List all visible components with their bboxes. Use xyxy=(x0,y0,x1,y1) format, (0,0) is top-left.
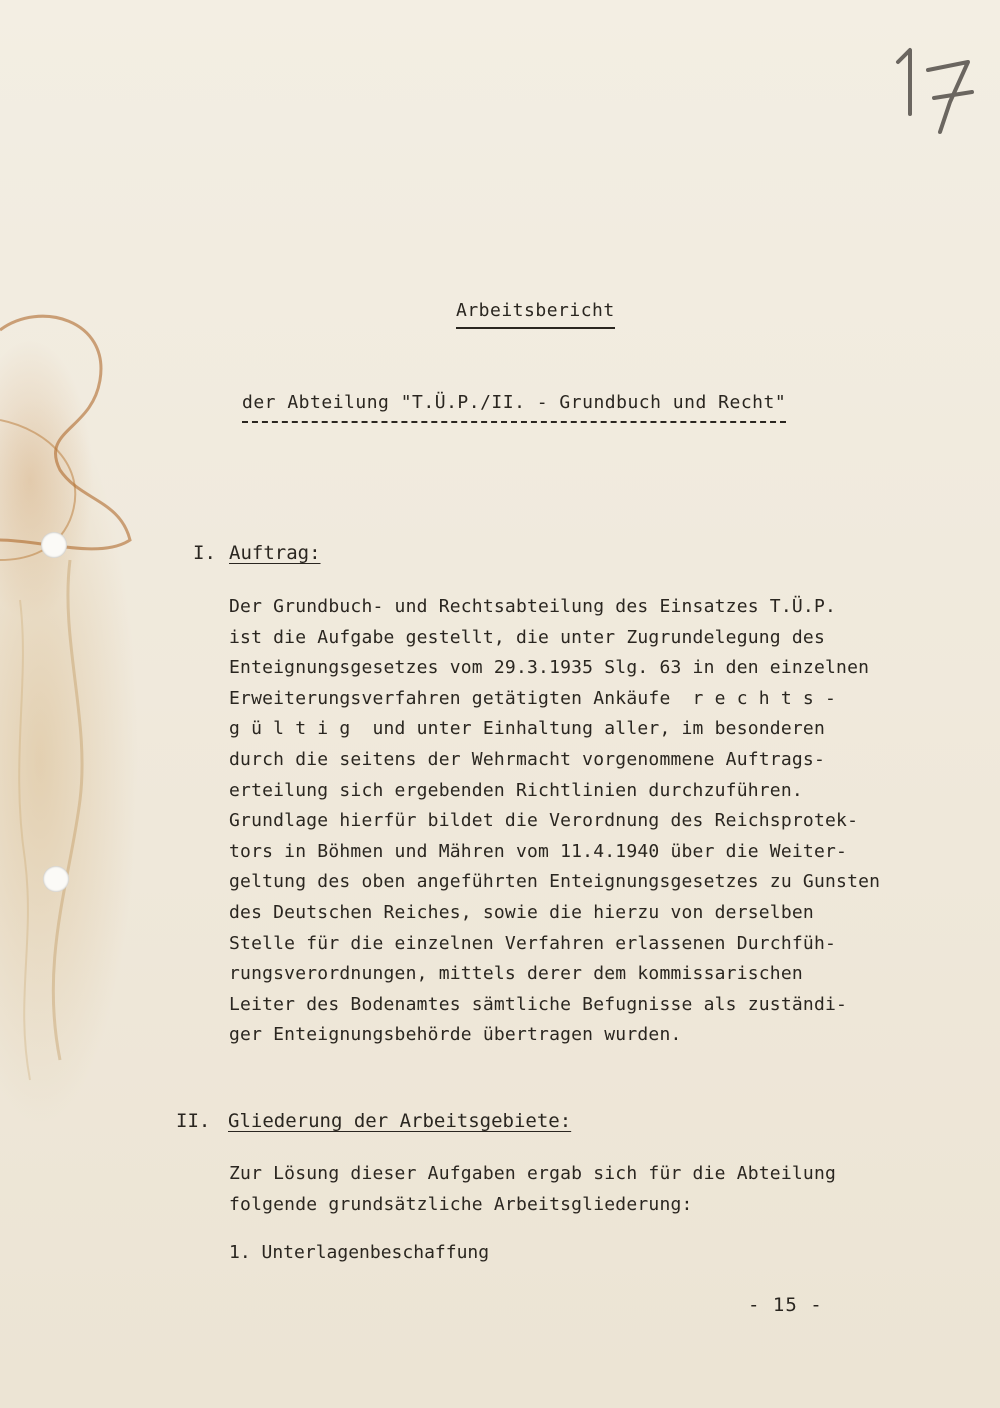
subtitle-underline xyxy=(242,421,786,423)
section-1-number: I. xyxy=(193,542,216,564)
document-title-text: Arbeitsbericht xyxy=(456,300,615,321)
punch-hole-lower xyxy=(43,866,69,892)
document-subtitle xyxy=(242,392,786,423)
list-item: 1. Unterlagenbeschaffung xyxy=(229,1242,490,1263)
handwritten-folio-number xyxy=(888,22,988,142)
punch-hole-upper xyxy=(41,532,67,558)
title-underline xyxy=(456,327,615,329)
section-2-paragraph: Zur Lösung dieser Aufgaben ergab sich für die Abteilung folgende grundsätzliche Arbeitsgliederung: xyxy=(229,1163,837,1215)
section-2-heading xyxy=(176,1110,571,1132)
section-2-number: II. xyxy=(176,1110,211,1132)
section-1-label: Auftrag: xyxy=(229,542,321,564)
section-1-heading xyxy=(193,542,321,564)
document-title xyxy=(456,300,615,329)
section-2-label: Gliederung der Arbeitsgebiete: xyxy=(228,1110,572,1132)
document-subtitle-text: der Abteilung "T.Ü.P./II. - Grundbuch und Recht" xyxy=(242,392,787,413)
section-1-paragraph: Der Grundbuch- und Rechtsabteilung des Einsatzes T.Ü.P. ist die Aufgabe gestellt, die unter Zugrundelegung des Enteignungsgesetzes vom 29.3.1935 Slg. 63 in den einzelnen Erweiterungsverfahren getätigten Ankäufe r e c h t s - g ü l t i g und unter Einhaltung aller, im besonderen durch die seitens der Wehrmacht vorgenommene Auftrags- erteilung sich ergebenden Richtlinien durchzuführen. Grundlage hierfür bildet die Verordnung des Reichsprotek- tors in Böhmen und Mähren vom 11.4.1940 über die Weiter- geltung des oben angeführten Enteignungsgesetzes zu Gunsten des Deutschen Reiches, sowie die hierzu von derselben Stelle für die einzelnen Verfahren erlassenen Durchfüh- rungsverordnungen, mittels derer dem kommissarischen Leiter des Bodenamtes sämtliche Befugnisse als zuständi- ger Enteignungsbehörde übertragen wurden. xyxy=(229,596,881,1046)
page-number: - 15 - xyxy=(748,1294,823,1316)
